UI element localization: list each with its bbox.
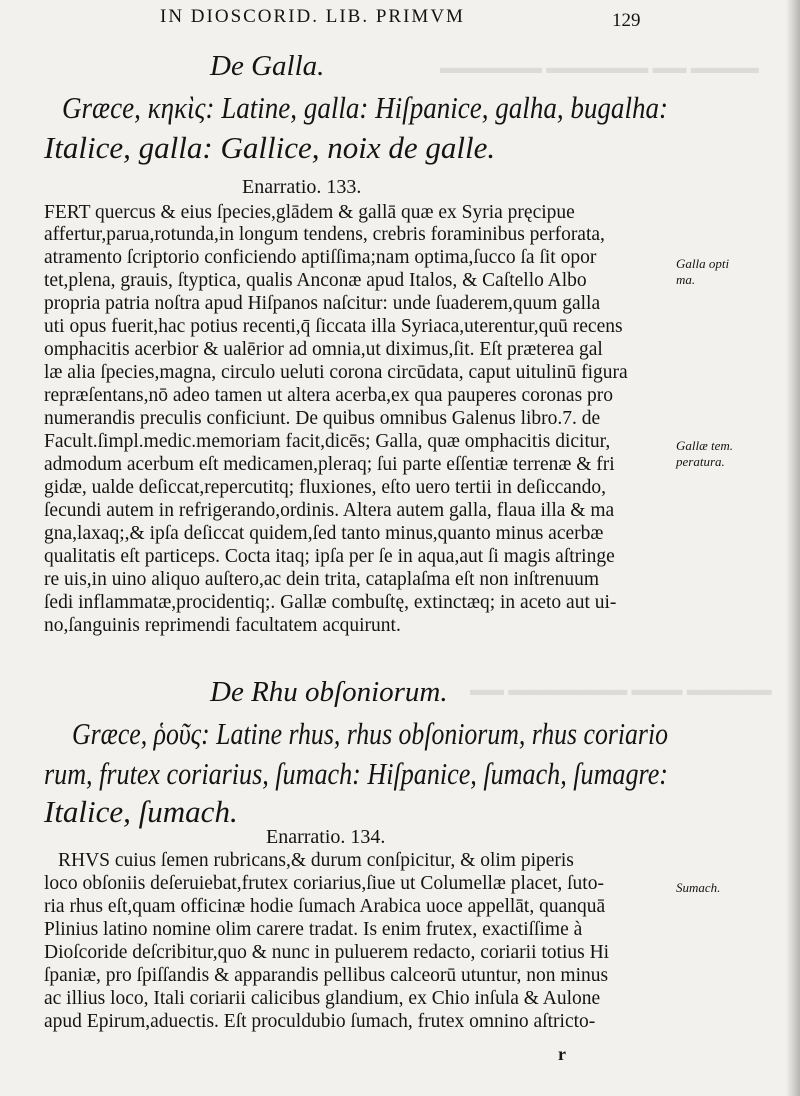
- synonyms-line: Italice, ſumach.: [44, 794, 238, 829]
- margin-note-line: Galla opti: [676, 256, 730, 271]
- margin-note-line: peratura.: [676, 454, 725, 469]
- margin-note: [676, 880, 720, 896]
- margin-note-line: ma.: [676, 272, 696, 287]
- body-line: uti opus fuerit,hac potius recenti,q̄ ſiccata illa Syriaca,uterentur,quū recens: [44, 316, 623, 337]
- body-line: ſpaniæ, pro ſpiſſandis & apparandis pellibus calceorū utuntur, non minus: [44, 965, 609, 986]
- body-line: gidæ, ualde deſiccat,repercutitq; fluxiones, eſto uero tertii in deſiccando,: [44, 477, 607, 498]
- margin-note-line: Gallæ tem.: [676, 438, 734, 453]
- body-line: apud Epirum,aduectis. Eſt proculdubio ſumach, frutex omnino aſtricto-: [44, 1011, 596, 1032]
- body-line: re uis,in uino aliquo auſtero,ac dein trita, cataplaſma eſt non inſtrenuum: [44, 569, 600, 590]
- margin-note-line: Sumach.: [676, 880, 721, 895]
- body-line: qualitatis eſt particeps. Cocta itaq; ipſa per ſe in aqua,aut ſi magis aſtringe: [44, 546, 615, 567]
- body-line: FERT quercus & eius ſpecies,glādem & gallā quæ ex Syria pręcipue: [44, 202, 575, 223]
- page-number: 129: [612, 10, 641, 31]
- running-head: IN DIOSCORID. LIB. PRIMVM: [160, 6, 465, 27]
- body-line: loco obſoniis deſeruiebat,frutex coriarius,ſiue ut Columellæ placet, ſuto-: [44, 873, 604, 894]
- body-line: Dioſcoride deſcribitur,quo & nunc in puluerem redacto, coriarii totius Hi: [44, 942, 610, 963]
- enarratio-heading: Enarratio. 134.: [266, 826, 386, 848]
- bleed-through-ghost-text: ▬▬▬▬ ▬▬ ▬▬▬▬▬▬ ▬▬▬▬▬▬: [440, 58, 759, 77]
- signature-mark: r: [558, 1044, 566, 1064]
- synonyms-line: rum, frutex coriarius, ſumach: Hiſpanice, ſumach, ſumagre:: [44, 756, 668, 791]
- body-line: Plinius latino nomine olim carere tradat. Is enim frutex, exactiſſime à: [44, 919, 583, 940]
- section-title: De Rhu obſoniorum.: [210, 676, 448, 708]
- body-line: ſedi inflammatæ,procidentiq;. Gallæ combuſtę, extinctæq; in aceto aut ui-: [44, 592, 617, 613]
- margin-note: [676, 438, 733, 470]
- bleed-through-ghost-text: ▬▬▬▬▬ ▬▬▬ ▬▬▬▬▬▬▬ ▬▬: [470, 680, 772, 699]
- body-line: Facult.ſimpl.medic.memoriam facit,dicēs; Galla, quæ omphacitis dicitur,: [44, 431, 611, 452]
- margin-note: [676, 256, 729, 288]
- page-edge-shadow: [786, 0, 800, 1096]
- body-line: no,ſanguinis reprimendi facultatem acquirunt.: [44, 615, 401, 636]
- synonyms-line: Græce, κηκὶς: Latine, galla: Hiſpanice, galha, bugalha:: [62, 90, 668, 125]
- body-line: propria patria noſtra apud Hiſpanos naſcitur: unde ſuaderem,quum galla: [44, 293, 601, 314]
- body-line: omphacitis acerbior & ualērior ad omnia,ut diximus,ſit. Eſt præterea gal: [44, 339, 603, 360]
- body-line: RHVS cuius ſemen rubricans,& durum conſpicitur, & olim piperis: [58, 850, 574, 871]
- synonyms-line: Italice, galla: Gallice, noix de galle.: [44, 130, 496, 165]
- body-line: ac illius loco, Itali coriarii calicibus glandium, ex Chio inſula & Aulone: [44, 988, 601, 1009]
- body-line: ria rhus eſt,quam officinæ hodie ſumach Arabica uoce appellāt, quanquā: [44, 896, 606, 917]
- body-line: ſecundi autem in refrigerando,ordinis. Altera autem galla, flaua illa & ma: [44, 500, 615, 521]
- body-line: tet,plena, grauis, ſtyptica, qualis Anconæ apud Italos, & Caſtello Albo: [44, 270, 587, 291]
- section-title: De Galla.: [210, 50, 325, 82]
- body-line: gna,laxaq;,& ipſa deſiccat quidem,ſed tanto minus,quanto minus acerbæ: [44, 523, 604, 544]
- body-line: affertur,parua,rotunda,in longum tendens, crebris foraminibus perforata,: [44, 224, 605, 245]
- body-line: repræſentans,nō adeo tamen ut altera acerba,ex qua pauperes coronas pro: [44, 385, 614, 406]
- body-line: læ alia ſpecies,magna, circulo ueluti corona circūdata, caput uitulinū figura: [44, 362, 628, 383]
- enarratio-heading: Enarratio. 133.: [242, 176, 362, 198]
- body-line: admodum acerbum eſt medicamen,pleraq; ſui parte eſſentiæ terrenæ & fri: [44, 454, 615, 475]
- body-line: numerandis preculis conficiunt. De quibus omnibus Galenus libro.7. de: [44, 408, 601, 429]
- synonyms-line: Græce, ῥοῦς: Latine rhus, rhus obſoniorum, rhus coriario: [72, 716, 668, 751]
- body-line: atramento ſcriptorio conficiendo aptiſſima;nam optima,ſucco ſa ſit opor: [44, 247, 597, 268]
